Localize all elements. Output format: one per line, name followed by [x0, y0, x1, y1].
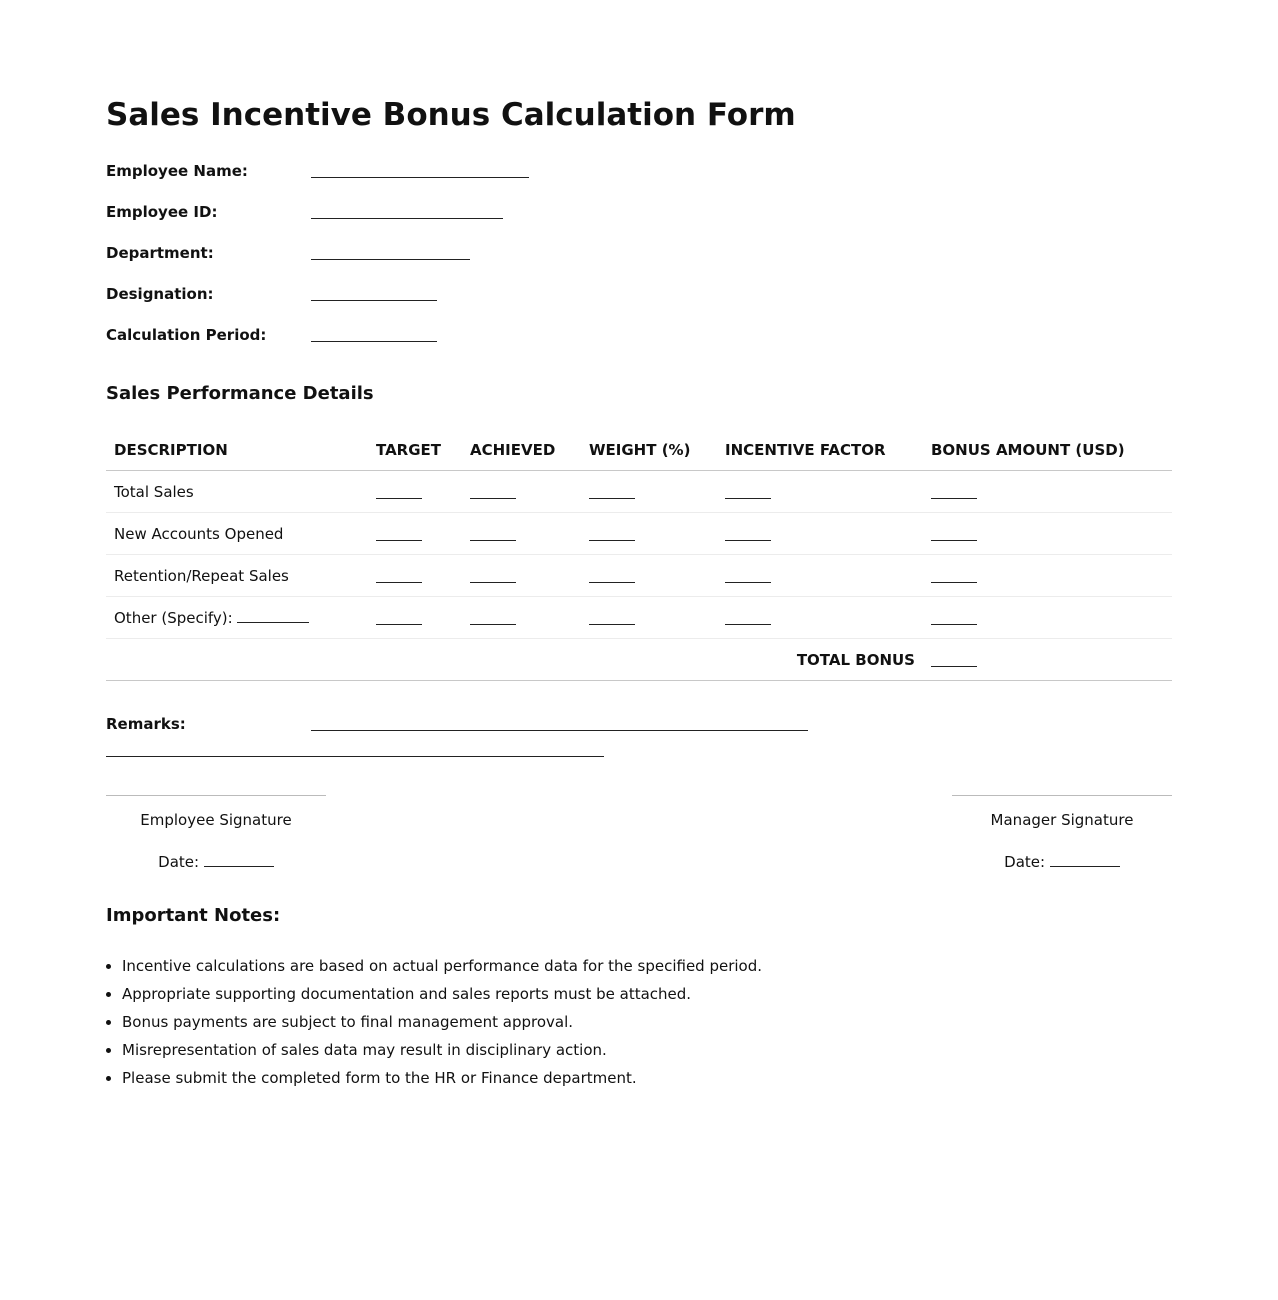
weight-cell[interactable]: [581, 597, 717, 639]
other-specify-label: Other (Specify):: [114, 608, 233, 627]
employee-signature-label: Employee Signature: [140, 811, 292, 829]
employee-date: [106, 852, 326, 872]
other-specify-field[interactable]: [237, 609, 309, 623]
calculation-period-row: [106, 323, 706, 347]
important-notes-list: [106, 952, 762, 1092]
achieved-cell[interactable]: [462, 471, 581, 513]
employee-name-row: [106, 159, 706, 183]
employee-id-field[interactable]: [311, 218, 503, 219]
calculation-period-label: Calculation Period:: [106, 326, 267, 344]
weight-cell[interactable]: [581, 555, 717, 597]
incentive-factor-cell[interactable]: [717, 513, 923, 555]
achieved-cell[interactable]: [462, 597, 581, 639]
column-header-weight: WEIGHT (%): [581, 429, 717, 471]
designation-field[interactable]: [311, 300, 437, 301]
row-description: Retention/Repeat Sales: [106, 555, 368, 597]
manager-signature-label: Manager Signature: [990, 811, 1134, 829]
designation-label: Designation:: [106, 285, 214, 303]
list-item: • Misrepresentation of sales data may result in disciplinary action.: [122, 1036, 762, 1064]
manager-signature-line[interactable]: [952, 795, 1172, 796]
column-header-bonus-amount: BONUS AMOUNT (USD): [923, 429, 1172, 471]
employee-id-label: Employee ID:: [106, 203, 218, 221]
important-notes-title: Important Notes:: [106, 905, 281, 926]
table-row: [106, 513, 1172, 555]
column-header-target: TARGET: [368, 429, 462, 471]
column-header-incentive-factor: INCENTIVE FACTOR: [717, 429, 923, 471]
department-label: Department:: [106, 244, 214, 262]
list-item: • Please submit the completed form to the HR or Finance department.: [122, 1064, 762, 1092]
list-item: • Appropriate supporting documentation and sales reports must be attached.: [122, 980, 762, 1008]
employee-date-field[interactable]: [204, 853, 274, 867]
manager-date-field[interactable]: [1050, 853, 1120, 867]
employee-name-field[interactable]: [311, 177, 529, 178]
row-description: New Accounts Opened: [106, 513, 368, 555]
calculation-period-field[interactable]: [311, 341, 437, 342]
department-row: [106, 241, 706, 265]
bonus-amount-cell[interactable]: [923, 555, 1172, 597]
manager-date: [952, 852, 1172, 872]
table-row: [106, 471, 1172, 513]
employee-name-label: Employee Name:: [106, 162, 248, 180]
achieved-cell[interactable]: [462, 555, 581, 597]
employee-id-row: [106, 200, 706, 224]
achieved-cell[interactable]: [462, 513, 581, 555]
remarks-label: Remarks:: [106, 715, 186, 733]
total-bonus-label: TOTAL BONUS: [106, 639, 923, 681]
table-row: [106, 555, 1172, 597]
incentive-factor-cell[interactable]: [717, 555, 923, 597]
row-description-other: [106, 597, 368, 639]
bonus-amount-cell[interactable]: [923, 597, 1172, 639]
manager-signature-block: [952, 795, 1172, 872]
list-item: • Incentive calculations are based on actual performance data for the specified period.: [122, 952, 762, 980]
employee-date-label: Date:: [158, 853, 200, 871]
table-row: [106, 597, 1172, 639]
target-cell[interactable]: [368, 471, 462, 513]
bonus-amount-cell[interactable]: [923, 513, 1172, 555]
target-cell[interactable]: [368, 597, 462, 639]
weight-cell[interactable]: [581, 513, 717, 555]
designation-row: [106, 282, 706, 306]
employee-signature-line[interactable]: [106, 795, 326, 796]
incentive-factor-cell[interactable]: [717, 471, 923, 513]
row-description: Total Sales: [106, 471, 368, 513]
manager-date-label: Date:: [1004, 853, 1046, 871]
column-header-description: DESCRIPTION: [106, 429, 368, 471]
sales-performance-table: [106, 429, 1172, 681]
incentive-factor-cell[interactable]: [717, 597, 923, 639]
remarks-field-line-2[interactable]: [106, 756, 604, 757]
sales-performance-title: Sales Performance Details: [106, 383, 374, 404]
bonus-amount-cell[interactable]: [923, 471, 1172, 513]
target-cell[interactable]: [368, 513, 462, 555]
total-bonus-cell[interactable]: [923, 639, 1172, 681]
target-cell[interactable]: [368, 555, 462, 597]
list-item: • Bonus payments are subject to final management approval.: [122, 1008, 762, 1036]
weight-cell[interactable]: [581, 471, 717, 513]
total-bonus-row: [106, 639, 1172, 681]
table-header-row: [106, 429, 1172, 471]
form-title: Sales Incentive Bonus Calculation Form: [106, 97, 796, 133]
employee-signature-block: [106, 795, 326, 872]
remarks-field-line-1[interactable]: [311, 730, 808, 731]
column-header-achieved: ACHIEVED: [462, 429, 581, 471]
department-field[interactable]: [311, 259, 470, 260]
